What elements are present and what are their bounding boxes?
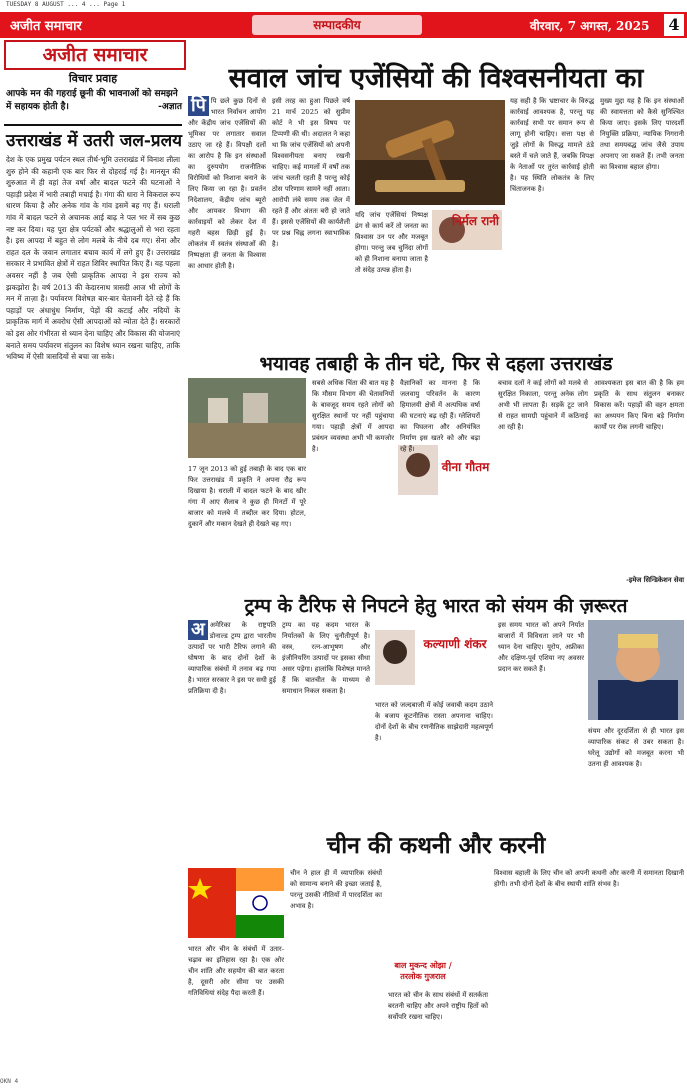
tagline-attribution: -अज्ञात <box>158 102 182 112</box>
article1-col3: यदि जांच एजेंसियां निष्पक्ष ढंग से कार्य करें तो जनता का विश्वास उन पर और मजबूत होगा। परन्तु जब चुनिंदा लोगों को ही निशाना बनाया जाता है तो संदेह उत्पन्न होता है। <box>355 211 428 274</box>
article3-author: कल्याणी शंकर <box>423 637 487 651</box>
header-logo: अजीत समाचार <box>10 19 82 34</box>
article4-col2: चीन ने हाल ही में व्यापारिक संबंधों को सामान्य बनाने की इच्छा जताई है, परन्तु उसकी नीतियों में पारदर्शिता का अभाव है। <box>290 869 382 910</box>
divider <box>4 124 182 126</box>
print-strip-text: TUESDAY 8 AUGUST ... 4 ... Page 1 <box>6 1 126 8</box>
page-footer: OKN 4 <box>0 1078 19 1085</box>
flags-photo <box>188 868 284 938</box>
article4-col1: भारत और चीन के संबंधों में उतार-चढ़ाव का इतिहास रहा है। एक ओर चीन शांति और सहयोग की बात करता है, दूसरी ओर सीमा पर उसकी गतिविधियां संदेह पैदा करती हैं। <box>188 945 284 997</box>
article3-col5: संयम और दूरदर्शिता से ही भारत इस व्यापारिक संकट से उबर सकता है। घरेलू उद्योगों को मजबूत करना भी उतना ही आवश्यक है। <box>588 727 684 768</box>
article2-col1: 17 जून 2013 को हुई तबाही के बाद एक बार फिर उत्तराखंड में प्रकृति ने अपना रौद्र रूप दिखाया है। धराली में बादल फटने के बाद खीर गंगा में आए सैलाब ने कुछ ही मिनटों में पूरे बाजार को मलबे में तब्दील कर दिया। होटल, दुकानें और मकान देखते ही देखते बह गए। <box>188 465 306 528</box>
flood-photo <box>188 378 306 458</box>
article2-signoff: -इमेज सिन्डिकेशन सेवा <box>626 576 684 584</box>
editorial-body: देश के एक प्रमुख पर्यटन स्थल तीर्थ-भूमि उत्तराखंड में विनाश लीला शुरु होने की कहानी एक बार फिर से दोहराई गई है। मानसून की शुरुआत में ही वहां तेज वर्षा और बादल फटने की घटनाओं ने पहाड़ी प्रदेश में भारी तबाही मचाई है। गंगा की धारा ने विकराल रूप धारण किया है और अनेक गांव के गांव इसमें बह गए हैं। धराली गांव में बादल फटने से अचानक आई बाढ़ ने पल भर में सब कुछ नष्ट कर दिया। यह पूरा क्षेत्र पर्यटकों और श्रद्धालुओं से भरा रहता है। इस आपदा में बहुत से लोग मलबे के नीचे दब गए। सेना और राहत दल के जवान लगातार बचाव कार्य में लगे हुए हैं। उत्तराखंड सरकार ने प्रभावित क्षेत्रों में राहत शिविर स्थापित किए हैं। यह पहला अवसर नहीं है जब ऐसी प्राकृतिक आपदा ने इस राज्य को झकझोरा है। वर्ष 2013 की केदारनाथ त्रासदी आज भी लोगों के मन में ताज़ा है। पर्यावरण विशेषज्ञ बार-बार चेतावनी देते रहे हैं कि पहाड़ों पर अंधाधुंध निर्माण, पेड़ों की कटाई और नदियों के प्राकृतिक मार्ग में अवरोध ऐसी आपदाओं को न्योता देते हैं। सरकारों को इस ओर गंभीरता से ध्यान देना चाहिए और विकास की योजनाएं बनाते समय पर्यावरण संतुलन का विशेष ध्यान रखना चाहिए, ताकि भविष्य में ऐसी त्रासदियों से बचा जा सके। <box>6 155 181 362</box>
page-header <box>0 12 687 38</box>
gavel-photo <box>355 100 505 205</box>
article3-dropcap: अ <box>188 620 208 640</box>
article4-author: बाल मुकन्द ओझा / तरलोक गुजराल <box>394 960 452 981</box>
article1-headline: सवाल जांच एजेंसियों की विश्वसनीयता का <box>228 63 644 94</box>
article4-col4: विश्वास बहाली के लिए चीन को अपनी कथनी और करनी में समानता दिखानी होगी। तभी दोनों देशों के बीच स्थायी शांति संभव है। <box>494 869 684 888</box>
header-date: वीरवार, 7 अगस्त, 2025 <box>530 19 650 33</box>
article3-col1 <box>188 620 276 820</box>
article4-headline: चीन की कथनी और करनी <box>326 832 546 859</box>
article3-col1-text: अमेरिका के राष्ट्रपति डोनाल्ड ट्रम्प द्वारा भारतीय उत्पादों पर भारी टैरिफ लगाने की घोषणा के बाद दोनों देशों के व्यापारिक संबंधों में तनाव बढ़ गया है। भारत सरकार ने इस पर सधी हुई प्रतिक्रिया दी है। <box>188 621 276 695</box>
article4-col3: भारत को चीन के साथ संबंधों में सतर्कता बरतनी चाहिए और अपने राष्ट्रीय हितों को सर्वोपरि रखना चाहिए। <box>388 991 488 1021</box>
author-portrait-kalyani <box>375 630 415 685</box>
article1-col1-text: पि छले कुछ दिनों से भारत निर्वाचन आयोग और केंद्रीय जांच एजेंसियों की भूमिका पर लगातार सवाल उठाए जा रहे हैं। विपक्षी दलों का आरोप है कि इन संस्थाओं का दुरुपयोग राजनीतिक विरोधियों को निशाना बनाने के लिए किया जा रहा है। प्रवर्तन निदेशालय, केंद्रीय जांच ब्यूरो और आयकर विभाग की कार्रवाइयों को लेकर देश में गहरी बहस छिड़ी हुई है। लोकतंत्र में स्वतंत्र संस्थाओं की निष्पक्षता ही जनता के विश्वास का आधार होती है। <box>188 97 266 270</box>
article3-col3: भारत को जल्दबाजी में कोई जवाबी कदम उठाने के बजाय कूटनीतिक रास्ता अपनाना चाहिए। दोनों देशों के बीच रणनीतिक साझेदारी महत्वपूर्ण है। <box>375 701 493 742</box>
page-number: 4 <box>664 14 684 36</box>
left-column <box>4 40 182 1080</box>
article2-author: वीना गौतम <box>441 460 490 474</box>
tagline <box>6 88 182 114</box>
article3-col4: इस समय भारत को अपने निर्यात बाजारों में विविधता लाने पर भी ध्यान देना चाहिए। यूरोप, अफ्रीका और दक्षिण-पूर्व एशिया नए अवसर प्रदान कर सकते हैं। <box>498 621 584 673</box>
article2-col5: आवश्यकता इस बात की है कि हम प्रकृति के साथ संतुलन बनाकर विकास करें। पहाड़ों की वहन क्षमता का अध्ययन किए बिना बड़े निर्माण कार्यों पर रोक लगनी चाहिए। <box>594 379 684 431</box>
article2-col2: सबसे अधिक चिंता की बात यह है कि मौसम विभाग की चेतावनियों के बावजूद समय रहते लोगों को सुरक्षित स्थानों पर नहीं पहुंचाया गया। पहाड़ी क्षेत्रों में आपदा प्रबंधन व्यवस्था अभी भी कमजोर है। <box>312 379 394 453</box>
masthead-title: अजीत समाचार <box>4 40 186 70</box>
article1-col5: मुख्य मुद्दा यह है कि इन संस्थाओं की स्वायत्तता को कैसे सुनिश्चित किया जाए। इसके लिए पारदर्शी नियुक्ति प्रक्रिया, न्यायिक निगरानी तथा समयबद्ध जांच जैसे उपाय अपनाए जा सकते हैं। तभी जनता का विश्वास बहाल होगा। <box>600 97 684 171</box>
masthead-subtitle: विचार प्रवाह <box>68 72 118 85</box>
print-strip <box>0 0 687 10</box>
article3-col2: ट्रम्प का यह कदम भारत के निर्यातकों के लिए चुनौतीपूर्ण है। वस्त्र, रत्न-आभूषण और इंजीनियरिंग उत्पादों पर इसका सीधा असर पड़ेगा। हालांकि विशेषज्ञ मानते हैं कि बातचीत के माध्यम से समाधान निकल सकता है। <box>282 621 370 695</box>
article2-col4: बचाव दलों ने कई लोगों को मलबे से सुरक्षित निकाला, परन्तु अनेक लोग अभी भी लापता हैं। सड़कें टूट जाने से राहत सामग्री पहुंचाने में कठिनाई आ रही है। <box>498 379 588 431</box>
tagline-text: आपके मन की गहराई छूनी की भावनाओं को समझने में सहायक होती है। <box>6 89 178 112</box>
article2-col3: वैज्ञानिकों का मानना है कि जलवायु परिवर्तन के कारण हिमालयी क्षेत्रों में अत्यधिक वर्षा की घटनाएं बढ़ रही हैं। ग्लेशियरों का पिघलना और अनियंत्रित निर्माण इस खतरे को और बढ़ा रहे हैं। <box>400 379 480 453</box>
section-label: सम्पादकीय <box>252 15 422 35</box>
article1-col2: इसी तरह का हुआ पिछले वर्ष 21 मार्च 2025 को सुप्रीम कोर्ट ने भी इस विषय पर टिप्पणी की थी। अदालत ने कहा था कि जांच एजेंसियों को अपनी विश्वसनीयता बनाए रखनी चाहिए। कई मामलों में वर्षों तक जांच चलती रहती है परन्तु कोई ठोस परिणाम सामने नहीं आता। आरोपी लंबे समय तक जेल में रहते हैं और अंततः बरी हो जाते हैं। इससे एजेंसियों की कार्यशैली पर प्रश्न चिह्न लगना स्वाभाविक है। <box>272 97 350 248</box>
article1-col4: यह सही है कि भ्रष्टाचार के विरुद्ध कार्रवाई आवश्यक है, परन्तु यह कार्रवाई सभी पर समान रूप से लागू होनी चाहिए। सत्ता पक्ष से जुड़े लोगों के विरुद्ध मामले ठंडे बस्ते में चले जाते हैं, जबकि विपक्ष के नेताओं पर तुरंत कार्रवाई होती है। यह स्थिति लोकतंत्र के लिए चिंताजनक है। <box>510 97 594 193</box>
editorial-title: उत्तराखंड में उतरी जल-प्रलय <box>6 131 182 151</box>
article3-headline: ट्रम्प के टैरिफ से निपटने हेतु भारत को संयम की ज़रूरत <box>244 595 628 617</box>
trump-photo <box>588 620 684 720</box>
article1-col1 <box>188 96 266 292</box>
article1-author: निर्मल रानी <box>451 214 500 228</box>
article2-headline: भयावह तबाही के तीन घंटे, फिर से दहला उत्तराखंड <box>259 353 613 375</box>
article1-dropcap: पि <box>188 96 209 116</box>
